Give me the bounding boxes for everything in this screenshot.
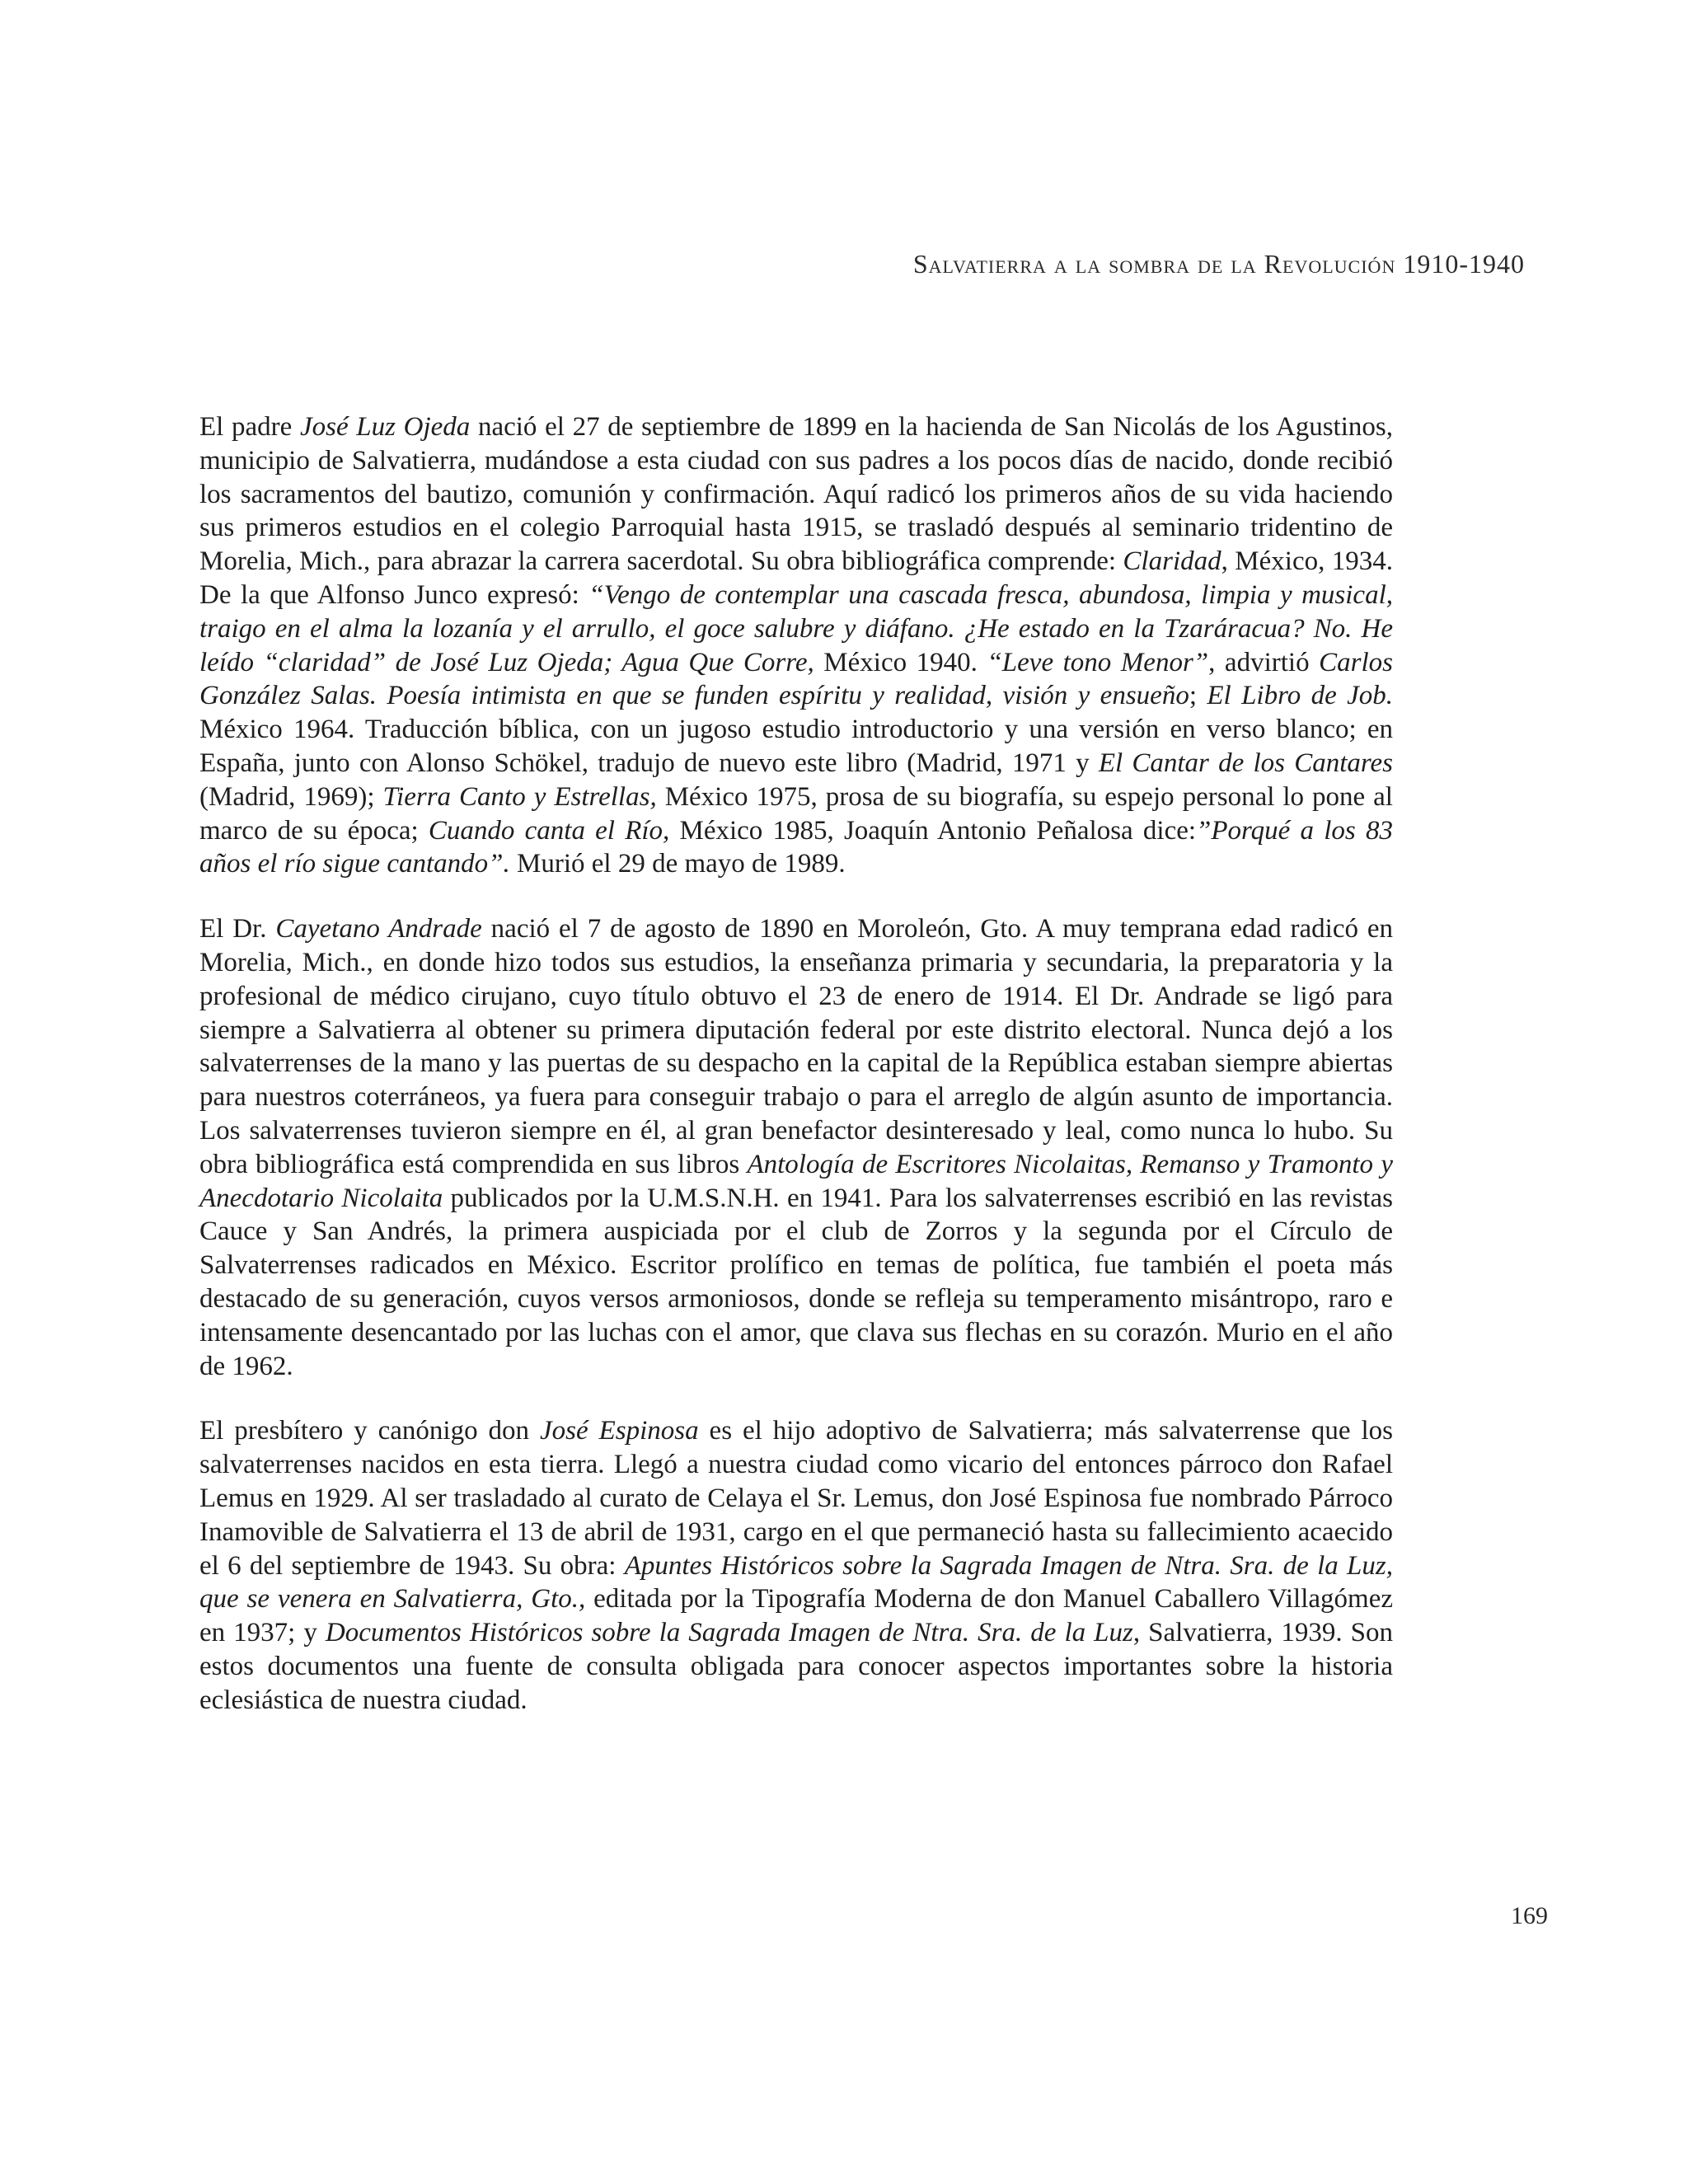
italic-text-run: Tierra Canto y Estrellas, (382, 781, 657, 812)
text-run: , Salvatierra, 1939. Son estos documentos una fuente de consulta obligada para conocer aspectos importantes sobre la historia eclesiástica de nuestra ciudad. (199, 1618, 1393, 1715)
running-header: Salvatierra a la sombra de la Revolución 1910-1940 (912, 249, 1525, 279)
text-run: (Madrid, 1969); (199, 781, 383, 812)
paragraph-cayetano-andrade (199, 912, 1393, 1383)
text-run: México 1975, prosa de su biografía, su espejo personal lo pone al marco de su época; (199, 781, 1393, 846)
text-run: México 1964. Traducción bíblica, con un jugoso estudio introductorio y una versión en verso blanco; en España, junto con Alonso Schökel, tradujo de nuevo este libro (Madrid, 1971 y (199, 715, 1393, 778)
body-text (199, 410, 1393, 1748)
text-run: Murió el 29 de mayo de 1989. (509, 849, 846, 879)
text-run: , advirtió (1208, 647, 1320, 677)
text-run: México 1985, Joaquín Antonio Peñalosa dice: (669, 815, 1197, 846)
text-run: , México, 1934. De la que Alfonso Junco expresó: (199, 546, 1393, 610)
text-run: publicados por la U.M.S.N.H. en 1941. Para los salvaterrenses escribió en las revistas Cauce y San Andrés, la primera auspiciada por el club de Zorros y la segunda por el Círculo de Salvaterrenses radicados en México. Escritor prolífico en temas de política, fue también el poeta más destacado de su generación, cuyos versos armoniosos, donde se refleja su temperamento misántropo, raro e intensamente desencantado por las luchas con el amor, que clava sus flechas en su corazón. Murio en el año de 1962. (199, 1183, 1393, 1381)
italic-text-run: Cuando canta el Río, (428, 815, 670, 846)
text-run: nació el 27 de septiembre de 1899 en la hacienda de San Nicolás de los Agustinos, municipio de Salvatierra, mudándose a esta ciudad con sus padres a los pocos días de nacido, donde recibió los sacramentos del bautizo, comunión y confirmación. Aquí radicó los primeros años de su vida haciendo sus primeros estudios en el colegio Parroquial hasta 1915, se trasladó después al seminario tridentino de Morelia, Mich., para abrazar la carrera sacerdotal. Su obra bibliográfica comprende: (199, 412, 1393, 577)
italic-text-run: El Libro de Job. (1207, 681, 1394, 711)
page-number: 169 (1511, 1902, 1548, 1929)
text-run: México 1940. (814, 647, 987, 677)
text-run: El Dr. (199, 914, 276, 944)
italic-text-run: ”Porqué a los 83 años el río sigue cantando”. (199, 815, 1393, 879)
italic-text-run: Documentos Históricos sobre la Sagrada Imagen de Ntra. Sra. de la Luz (325, 1618, 1133, 1648)
italic-text-run: José Luz Ojeda (299, 412, 471, 442)
italic-text-run: “Vengo de contemplar una cascada fresca, abundosa, limpia y musical, traigo en el alma la lozanía y el arrullo, el goce salubre y diáfano. ¿He estado en la Tzaráracua? No. He leído “claridad” de José Luz Ojeda; Agua Que Corre, (199, 579, 1393, 677)
italic-text-run: El Cantar de los Cantares (1098, 748, 1393, 778)
italic-text-run: José Espinosa (539, 1416, 699, 1446)
italic-text-run: Carlos González Salas. Poesía intimista en que se funden espíritu y realidad, visión y ensueño (199, 647, 1393, 711)
text-run: es el hijo adoptivo de Salvatierra; más salvaterrense que los salvaterrenses nacidos en esta tierra. Llegó a nuestra ciudad como vicario del entonces párroco don Rafael Lemus en 1929. Al ser trasladado al curato de Celaya el Sr. Lemus, don José Espinosa fue nombrado Párroco Inamovible de Salvatierra el 13 de abril de 1931, cargo en el que permaneció hasta su fallecimiento acaecido el 6 del septiembre de 1943. Su obra: (199, 1416, 1393, 1581)
text-run: ; (1189, 681, 1207, 711)
paragraph-jose-luz-ojeda (199, 410, 1393, 881)
italic-text-run: “Leve tono Menor” (987, 647, 1209, 677)
paragraph-jose-espinosa (199, 1414, 1393, 1717)
text-run: El padre (199, 412, 300, 442)
italic-text-run: Apuntes Históricos sobre la Sagrada Imagen de Ntra. Sra. de la Luz, que se venera en Salvatierra, Gto., (199, 1550, 1393, 1615)
text-run: nació el 7 de agosto de 1890 en Moroleón, Gto. A muy temprana edad radicó en Morelia, Mich., en donde hizo todos sus estudios, la enseñanza primaria y secundaria, la preparatoria y la profesional de médico cirujano, cuyo título obtuvo el 23 de enero de 1914. El Dr. Andrade se ligó para siempre a Salvatierra al obtener su primera diputación federal por este distrito electoral. Nunca dejó a los salvaterrenses de la mano y las puertas de su despacho en la capital de la República estaban siempre abiertas para nuestros coterráneos, ya fuera para conseguir trabajo o para el arreglo de algún asunto de importancia. Los salvaterrenses tuvieron siempre en él, al gran benefactor desinteresado y leal, como nunca lo hubo. Su obra bibliográfica está comprendida en sus libros (199, 914, 1394, 1179)
text-run: El presbítero y canónigo don (199, 1416, 540, 1446)
italic-text-run: Antología de Escritores Nicolaitas, Remanso y Tramonto y Anecdotario Nicolaita (199, 1149, 1393, 1213)
italic-text-run: Claridad (1123, 546, 1221, 577)
text-run: editada por la Tipografía Moderna de don Manuel Caballero Villagómez en 1937; y (199, 1584, 1393, 1648)
italic-text-run: Cayetano Andrade (275, 914, 482, 944)
